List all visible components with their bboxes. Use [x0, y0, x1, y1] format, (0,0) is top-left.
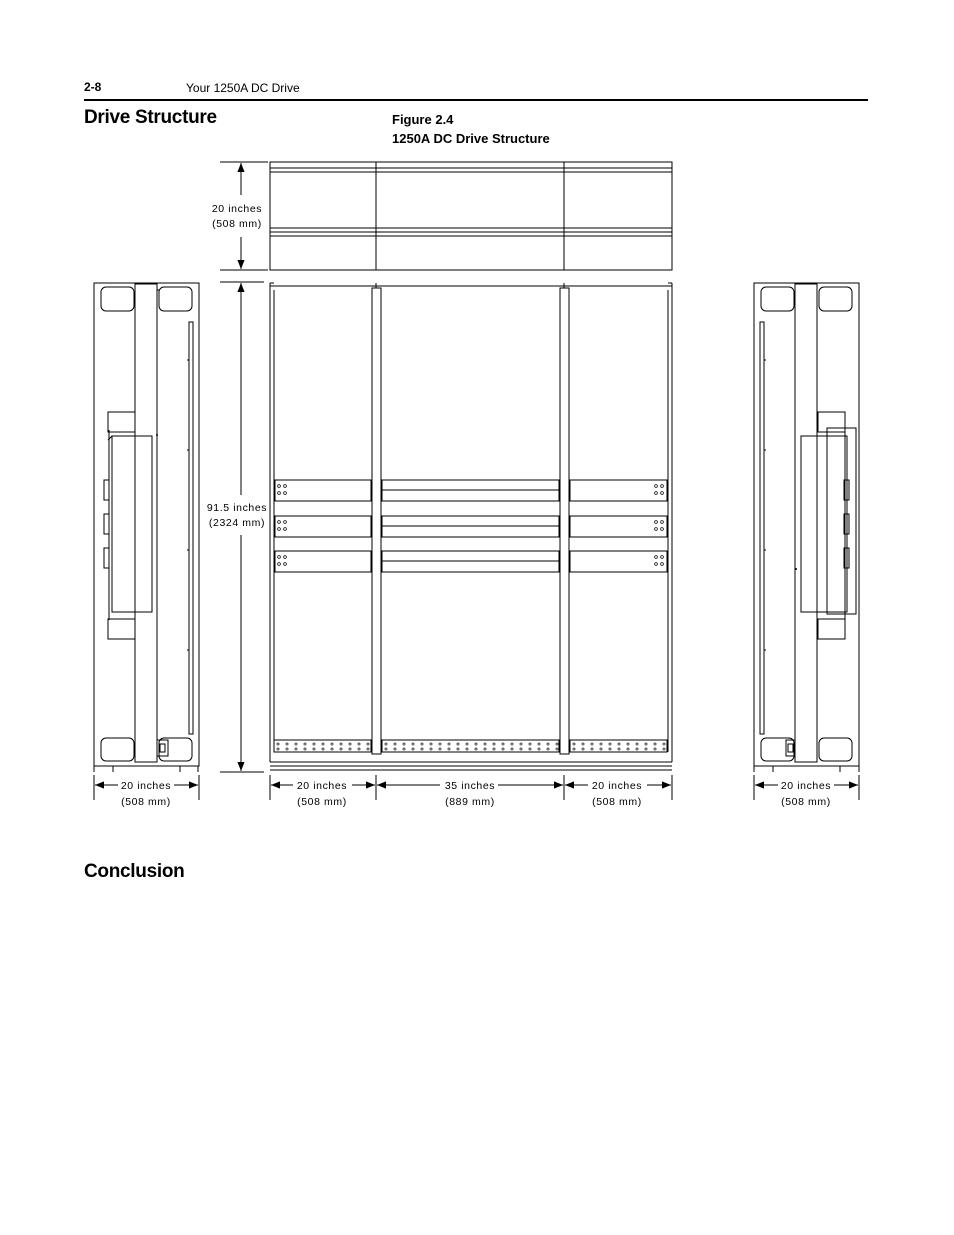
left-side-width-mm: (508 mm) — [121, 796, 171, 808]
right-side-marker — [795, 568, 797, 570]
front-view — [270, 283, 672, 770]
right-side-width-inches: 20 inches — [780, 780, 832, 792]
right-side-view — [754, 283, 859, 772]
figure-caption: 1250A DC Drive Structure — [392, 131, 550, 146]
section-title-drive-structure: Drive Structure — [84, 107, 217, 128]
front-left-width-inches: 20 inches — [296, 780, 348, 792]
top-view — [270, 162, 672, 270]
base-holes — [277, 743, 665, 750]
main-height-inches: 91.5 inches — [206, 502, 268, 514]
section-title-conclusion: Conclusion — [84, 861, 185, 882]
figure-number: Figure 2.4 — [392, 112, 454, 127]
top-height-mm: (508 mm) — [212, 218, 262, 230]
front-right-width-mm: (508 mm) — [592, 796, 642, 808]
running-header: Your 1250A DC Drive — [186, 81, 300, 95]
page-number: 2-8 — [84, 80, 102, 94]
left-side-marker — [156, 434, 158, 436]
left-side-view — [94, 283, 199, 772]
left-side-width-inches: 20 inches — [120, 780, 172, 792]
rail-holes — [278, 485, 664, 566]
front-left-width-mm: (508 mm) — [297, 796, 347, 808]
front-center-width-inches: 35 inches — [444, 780, 496, 792]
front-right-width-inches: 20 inches — [591, 780, 643, 792]
top-height-dimension — [220, 162, 268, 270]
front-center-width-mm: (889 mm) — [445, 796, 495, 808]
right-side-width-mm: (508 mm) — [781, 796, 831, 808]
top-height-inches: 20 inches — [211, 203, 263, 215]
main-height-mm: (2324 mm) — [208, 517, 266, 529]
